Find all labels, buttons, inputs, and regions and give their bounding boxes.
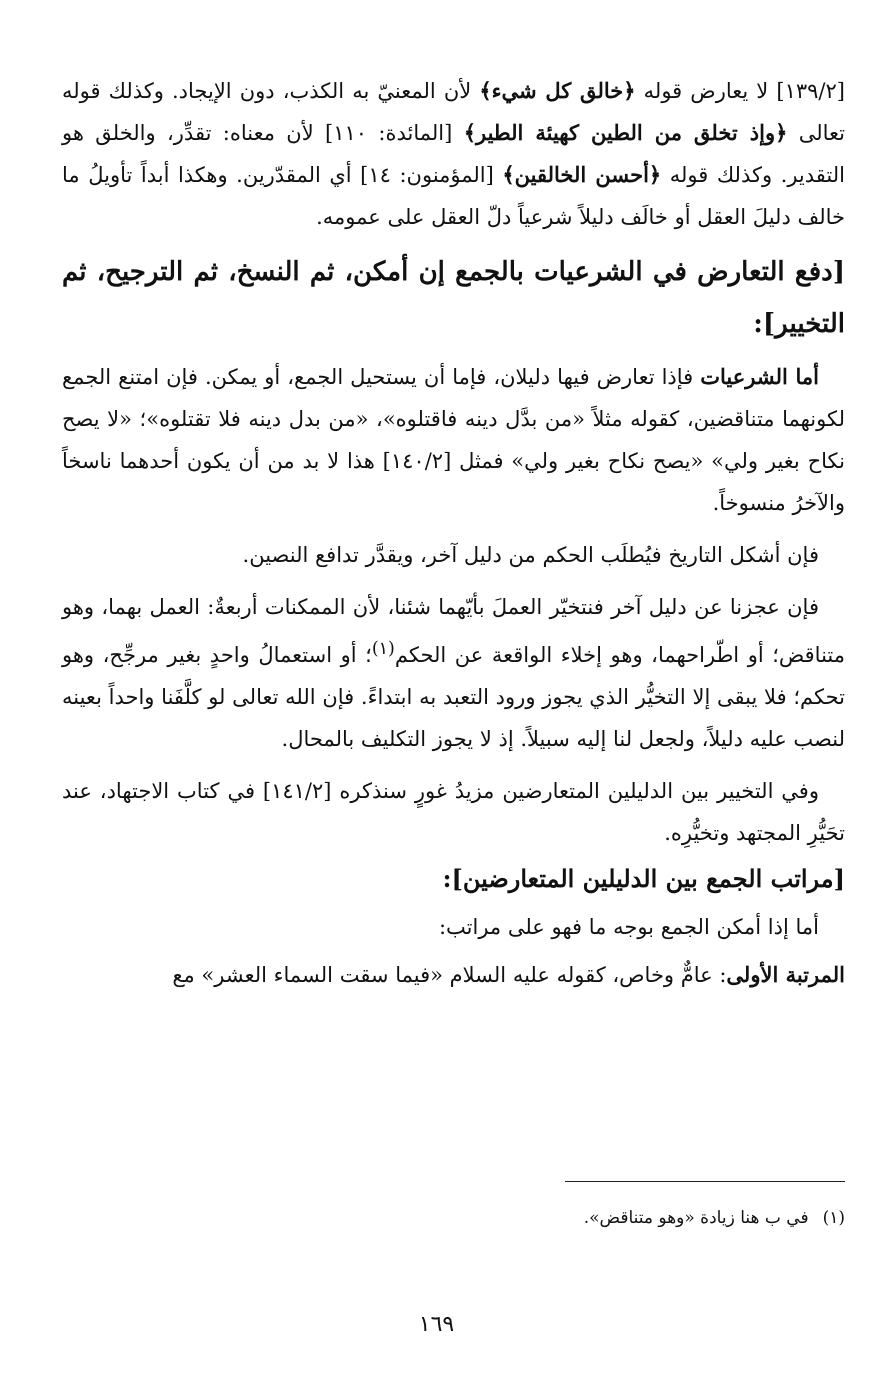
quran-quote: ﴿أحسن الخالقين﴾ [502,162,662,187]
footnote-number: (١) [822,1208,845,1228]
bold-term: أما الشرعيات [700,364,819,389]
paragraph-7 [62,954,845,996]
bold-term: المرتبة الأولى [726,962,845,987]
paragraph-2 [62,356,845,524]
page-number: ١٦٩ [418,1312,455,1337]
footnote-divider [565,1181,845,1182]
footnote-marker: (١) [371,639,395,659]
text-run: [المؤمنون: ١٤] أي المقدّرين. وهكذا أبداً تأويلُ ما خالف دليلَ العقل أو خالَف دليلاً شرعياً دلّ العقل على عمومه. [62,163,845,229]
paragraph-5: وفي التخيير بين الدليلين المتعارضين مزيدُ غورٍ سنذكره [١٤١/٢] في كتاب الاجتهاد، عند تحَيُّرِ المجتهد وتخيُّرِه. [62,779,845,845]
paragraph-6: أما إذا أمكن الجمع بوجه ما فهو على مراتب: [438,915,819,939]
quran-quote: ﴿وإذ تخلق من الطين كهيئة الطير﴾ [463,120,788,145]
text-run: فإن عجزنا عن دليل آخر فنتخيّر العملَ بأيّهما شئنا، لأن الممكنات أربعةٌ: العمل بهما، وهو متناقض؛ أو اطّراحهما، وهو إخلاء الواقعة عن الحكم [62,595,845,667]
text-run: فإذا تعارض فيها دليلان، فإما أن يستحيل الجمع، أو يمكن. فإن امتنع الجمع لكونهما متناقضين، كقوله مثلاً «من بدَّل دينه فاقتلوه»، «من بدل دينه فلا تقتلوه»؛ «لا يصح نكاح بغير ولي» «يصح نكاح بغير ولي» فمثل [١٤٠/٢] هذا لا بد من أن يكون أحدهما ناسخاً والآخرُ منسوخاً. [62,365,845,515]
section-heading-resolving-conflict: [دفع التعارض في الشرعيات بالجمع إن أمكن، ثم النسخ، ثم الترجيح، ثم التخيير]: [62,257,845,339]
text-run: لأن المعنيّ به الكذب، دون الإيجاد. وكذلك قوله تعالى [62,79,846,145]
text-run: [١٣٩/٢] لا يعارض قوله [635,79,845,103]
footnote-text: في ب هنا زيادة «وهو متناقض». [583,1208,809,1228]
footnote [62,1204,845,1232]
text-run: ؛ أو استعمالُ واحدٍ بغير مرجِّح، وهو تحكم؛ فلا يبقى إلا التخيُّر الذي يجوز ورود التعبد به ابتداءً. فإن الله تعالى لو كلَّفَنا واحداً بعينه لنصب عليه دليلاً، ولجعل لنا إليه سبيلاً. إذ لا يجوز التكليف بالمحال. [62,643,845,751]
quran-quote: ﴿خالق كل شيء﴾ [479,78,636,103]
paragraph-3: فإن أشكل التاريخ فيُطلَب الحكم من دليل آخر، ويقدَّر تدافع النصين. [242,543,819,567]
paragraph-1 [62,70,845,238]
section-heading-ranks-of-reconciliation: [مراتب الجمع بين الدليلين المتعارضين]: [442,864,845,893]
text-run: : عامٌّ وخاص، كقوله عليه السلام «فيما سقت السماء العشر» مع [172,963,727,987]
text-run: [المائدة: ١١٠] لأن معناه: تقدِّر، والخلق هو التقدير. وكذلك قوله [62,121,845,187]
paragraph-4 [62,586,845,760]
